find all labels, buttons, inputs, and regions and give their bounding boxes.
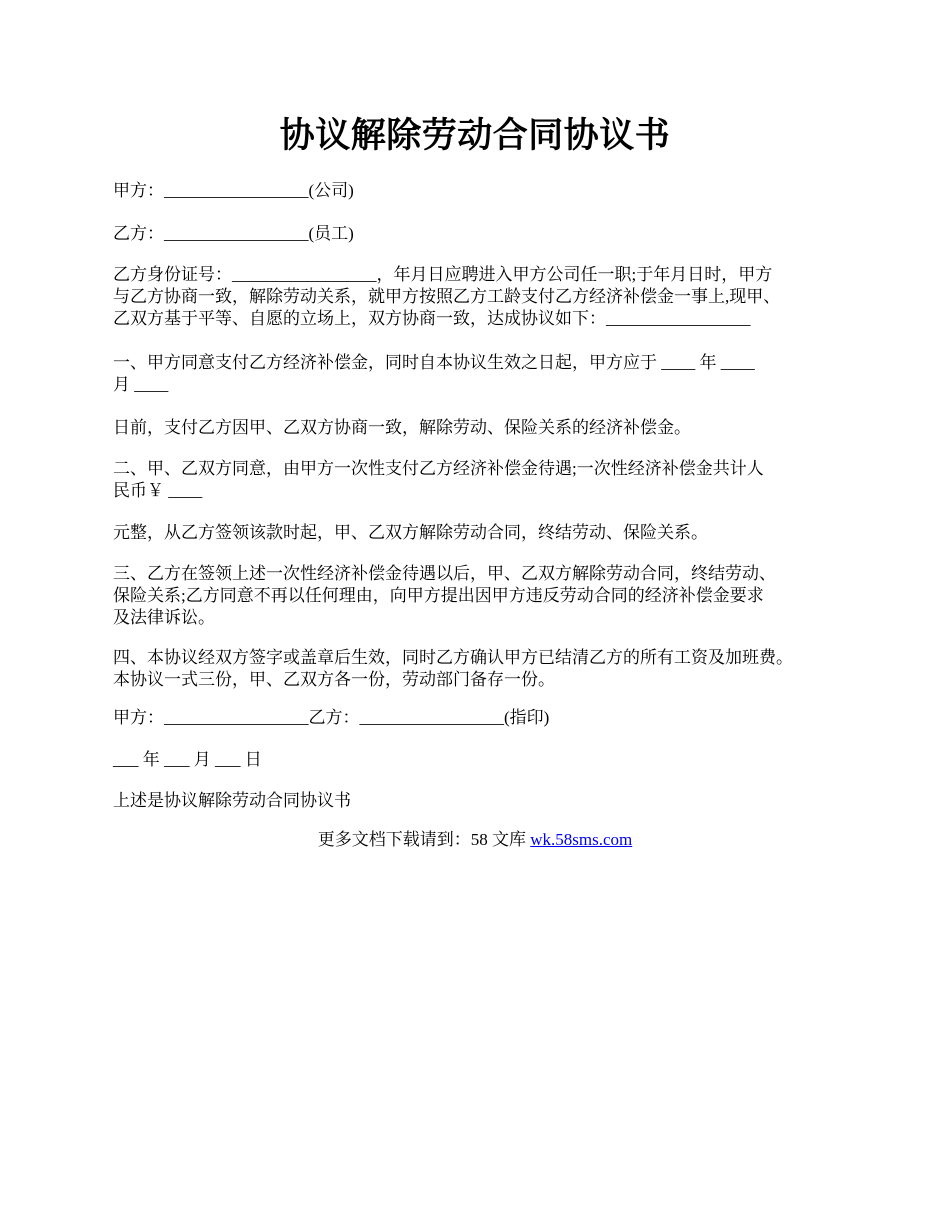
- closing-line: 上述是协议解除劳动合同协议书: [113, 791, 351, 810]
- clause-1-continued: 日前，支付乙方因甲、乙双方协商一致，解除劳动、保险关系的经济补偿金。: [113, 418, 691, 437]
- document-title: 协议解除劳动合同协议书: [279, 116, 671, 155]
- text-line: 民币￥ ____: [113, 481, 203, 500]
- footer-prefix: 更多文档下载请到：58 文库: [317, 830, 531, 849]
- party-b-line: 乙方：_________________(员工): [113, 224, 354, 243]
- download-footer: [0, 829, 950, 851]
- footer-link[interactable]: wk.58sms.com: [530, 830, 633, 849]
- text-line: 及法律诉讼。: [113, 608, 215, 627]
- signature-line: 甲方：_________________乙方：_________________(指印): [113, 708, 550, 727]
- text-line: 乙双方基于平等、自愿的立场上，双方协商一致，达成协议如下：_________________: [113, 309, 751, 328]
- text-line: 乙方身份证号：_________________，年月日应聘进入甲方公司任一职;于年月日时，甲方: [113, 265, 773, 284]
- date-line: ___ 年 ___ 月 ___ 日: [113, 750, 262, 769]
- clause-4: [113, 647, 861, 691]
- text-line: 四、本协议经双方签字或盖章后生效，同时乙方确认甲方已结清乙方的所有工资及加班费。: [113, 648, 793, 667]
- text-line: 三、乙方在签领上述一次性经济补偿金待遇以后，甲、乙双方解除劳动合同，终结劳动、: [113, 564, 776, 583]
- clause-3: [113, 563, 861, 629]
- text-line: 一、甲方同意支付乙方经济补偿金，同时自本协议生效之日起，甲方应于 ____ 年 ____: [113, 353, 755, 372]
- text-line: 本协议一式三份，甲、乙双方各一份，劳动部门备存一份。: [113, 670, 555, 689]
- text-line: 与乙方协商一致，解除劳动关系，就甲方按照乙方工龄支付乙方经济补偿金一事上,现甲、: [113, 287, 781, 306]
- text-line: 月 ____: [113, 375, 169, 394]
- intro-paragraph: [113, 264, 861, 330]
- party-a-line: 甲方：_________________(公司): [113, 181, 354, 200]
- clause-2: [113, 458, 861, 502]
- text-line: 保险关系;乙方同意不再以任何理由，向甲方提出因甲方违反劳动合同的经济补偿金要求: [113, 586, 764, 605]
- clause-2-continued: 元整，从乙方签领该款时起，甲、乙双方解除劳动合同，终结劳动、保险关系。: [113, 523, 708, 542]
- clause-1: [113, 352, 861, 396]
- text-line: 二、甲、乙双方同意，由甲方一次性支付乙方经济补偿金待遇;一次性经济补偿金共计人: [113, 459, 764, 478]
